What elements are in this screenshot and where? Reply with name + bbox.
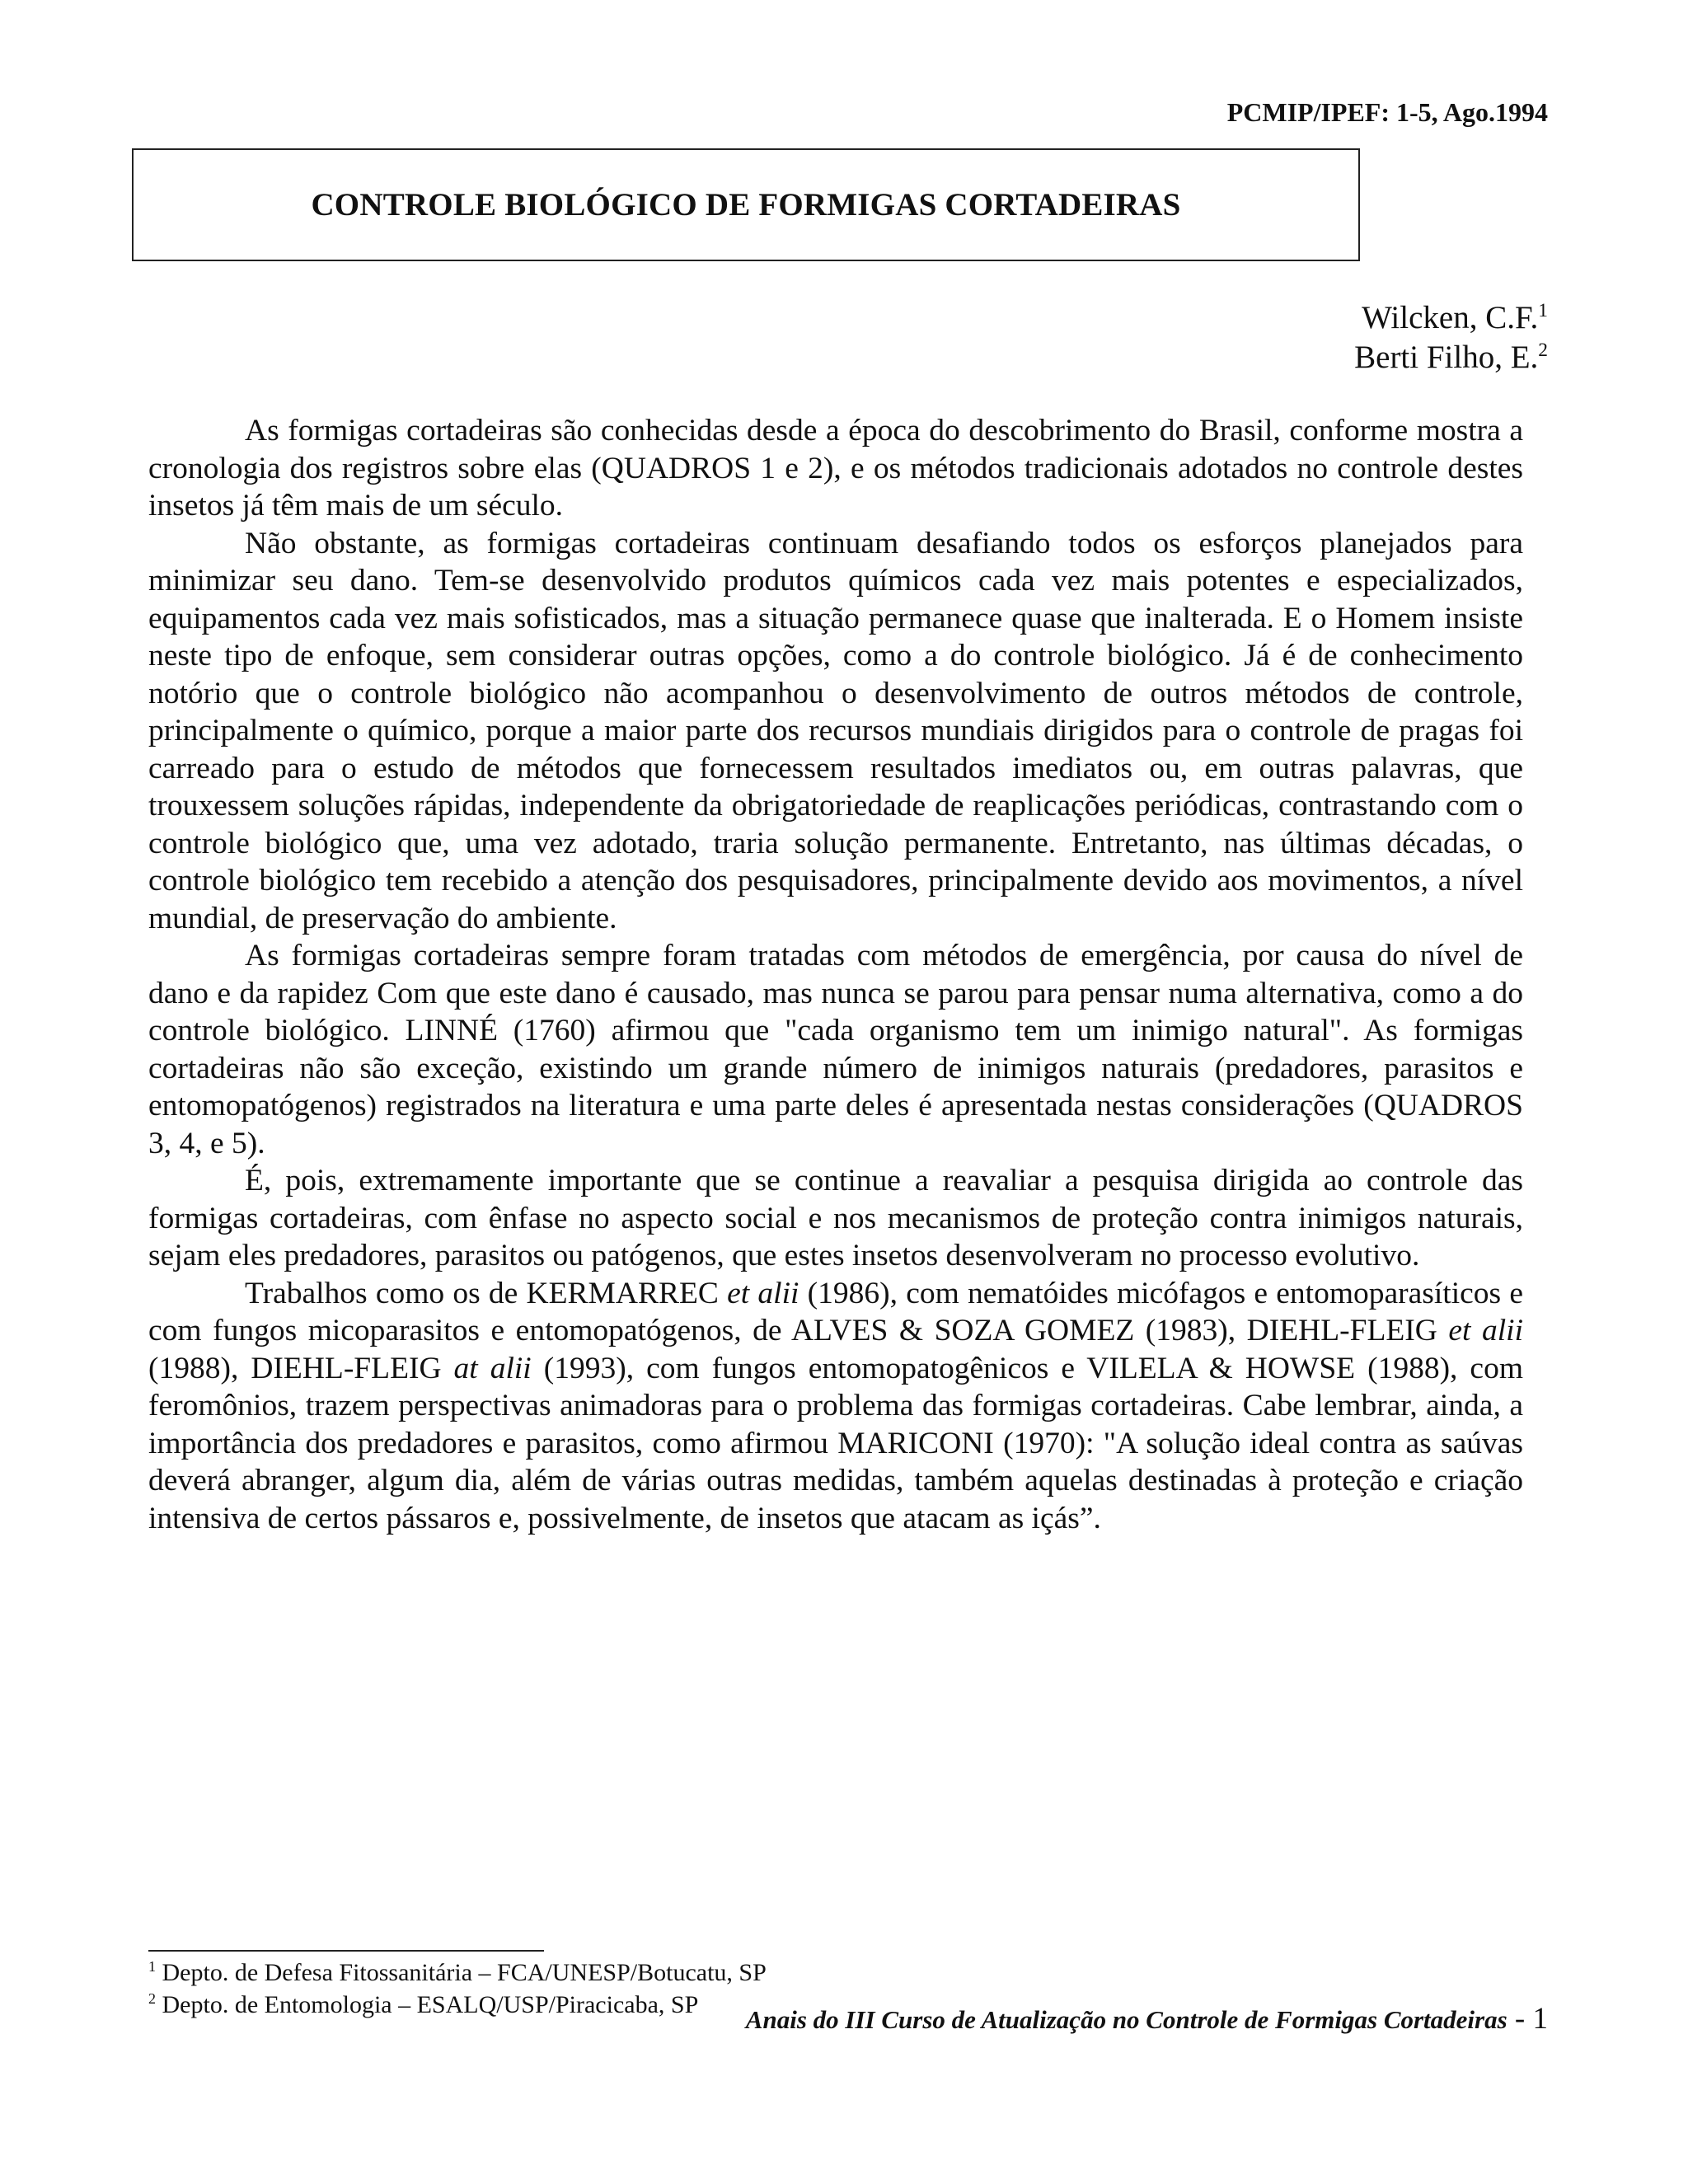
author-list bbox=[1354, 298, 1548, 377]
text-run: (1993), com fungos entomopatogênicos e VILELA & HOWSE (1988), com feromônios, trazem perspectivas animadoras para o problema das formigas cortadeiras. Cabe lembrar, ainda, a importância dos predadores e parasitos, como afirmou MARICONI (1970): "A solução ideal contra as saúvas deverá abranger, algum dia, além de várias outras medidas, também aquelas destinadas à proteção e criação intensiva de certos pássaros e, possivelmente, de insetos que atacam as içás”. bbox=[148, 1351, 1523, 1535]
footnote-text: Depto. de Defesa Fitossanitária – FCA/UNESP/Botucatu, SP bbox=[162, 1959, 767, 1986]
footnote-marker: 1 bbox=[148, 1958, 156, 1975]
journal-reference: PCMIP/IPEF: 1-5, Ago.1994 bbox=[1226, 97, 1548, 127]
text-run: Trabalhos como os de KERMARREC bbox=[245, 1276, 728, 1310]
page-footer bbox=[746, 2001, 1548, 2036]
footnote bbox=[148, 1989, 767, 2021]
footnote-divider bbox=[148, 1950, 544, 1952]
author-entry bbox=[1354, 338, 1548, 377]
footnotes bbox=[148, 1957, 767, 2021]
body-text bbox=[148, 412, 1523, 1537]
italic-run: at alii bbox=[453, 1351, 532, 1385]
footnote-text: Depto. de Entomologia – ESALQ/USP/Piracicaba, SP bbox=[162, 1991, 699, 2018]
paragraph bbox=[148, 1275, 1523, 1538]
paragraph: As formigas cortadeiras sempre foram tratadas com métodos de emergência, por causa do nível de dano e da rapidez Com que este dano é causado, mas nunca se parou para pensar numa alternativa, como a do controle biológico. LINNÉ (1760) afirmou que "cada organismo tem um inimigo natural". As formigas cortadeiras não são exceção, existindo um grande número de inimigos naturais (predadores, parasitos e entomopatógenos) registrados na literatura e uma parte deles é apresentada nestas considerações (QUADROS 3, 4, e 5). bbox=[148, 939, 1523, 1160]
author-name: Wilcken, C.F. bbox=[1362, 300, 1539, 335]
text-run: (1988), DIEHL-FLEIG bbox=[148, 1351, 454, 1385]
author-name: Berti Filho, E. bbox=[1354, 340, 1539, 375]
author-entry bbox=[1354, 298, 1548, 338]
text-run: (1986), com nematóides micófagos e entomoparasíticos e com fungos micoparasitos e entomopatógenos, de ALVES & SOZA GOMEZ (1983), DIEHL-FLEIG bbox=[148, 1276, 1523, 1347]
italic-run: et alii bbox=[1448, 1314, 1524, 1347]
footnote bbox=[148, 1957, 767, 1989]
footnote-marker: 2 bbox=[1538, 340, 1548, 361]
paragraph: As formigas cortadeiras são conhecidas desde a época do descobrimento do Brasil, conforme mostra a cronologia dos registros sobre elas (QUADROS 1 e 2), e os métodos tradicionais adotados no controle destes insetos já têm mais de um século. bbox=[148, 414, 1523, 523]
footnote-marker: 1 bbox=[1538, 300, 1548, 321]
footnote-marker: 2 bbox=[148, 1990, 156, 2007]
document-title: CONTROLE BIOLÓGICO DE FORMIGAS CORTADEIRAS bbox=[311, 187, 1181, 223]
journal-name: Anais do III Curso de Atualização no Controle de Formigas Cortadeiras bbox=[745, 2005, 1507, 2034]
paragraph: Não obstante, as formigas cortadeiras continuam desafiando todos os esforços planejados para minimizar seu dano. Tem-se desenvolvido produtos químicos cada vez mais potentes e especializados, equipamentos cada vez mais sofisticados, mas a situação permanece quase que inalterada. E o Homem insiste neste tipo de enfoque, sem considerar outras opções, como a do controle biológico. Já é de conhecimento notório que o controle biológico não acompanhou o desenvolvimento de outros métodos de controle, principalmente o químico, porque a maior parte dos recursos mundiais dirigidos para o controle de pragas foi carreado para o estudo de métodos que fornecessem resultados imediatos ou, em outras palavras, que trouxessem soluções rápidas, independente da obrigatoriedade de reaplicações periódicas, contrastando com o controle biológico que, uma vez adotado, traria solução permanente. Entretanto, nas últimas décadas, o controle biológico tem recebido a atenção dos pesquisadores, principalmente devido aos movimentos, a nível mundial, de preservação do ambiente. bbox=[148, 526, 1523, 935]
page-number: 1 bbox=[1532, 2002, 1548, 2036]
italic-run: et alii bbox=[727, 1276, 799, 1310]
title-box bbox=[132, 148, 1360, 261]
paragraph: É, pois, extremamente importante que se continue a reavaliar a pesquisa dirigida ao controle das formigas cortadeiras, com ênfase no aspecto social e nos mecanismos de proteção contra inimigos naturais, sejam eles predadores, parasitos ou patógenos, que estes insetos desenvolveram no processo evolutivo. bbox=[148, 1164, 1523, 1272]
footer-separator: - bbox=[1507, 2002, 1533, 2036]
